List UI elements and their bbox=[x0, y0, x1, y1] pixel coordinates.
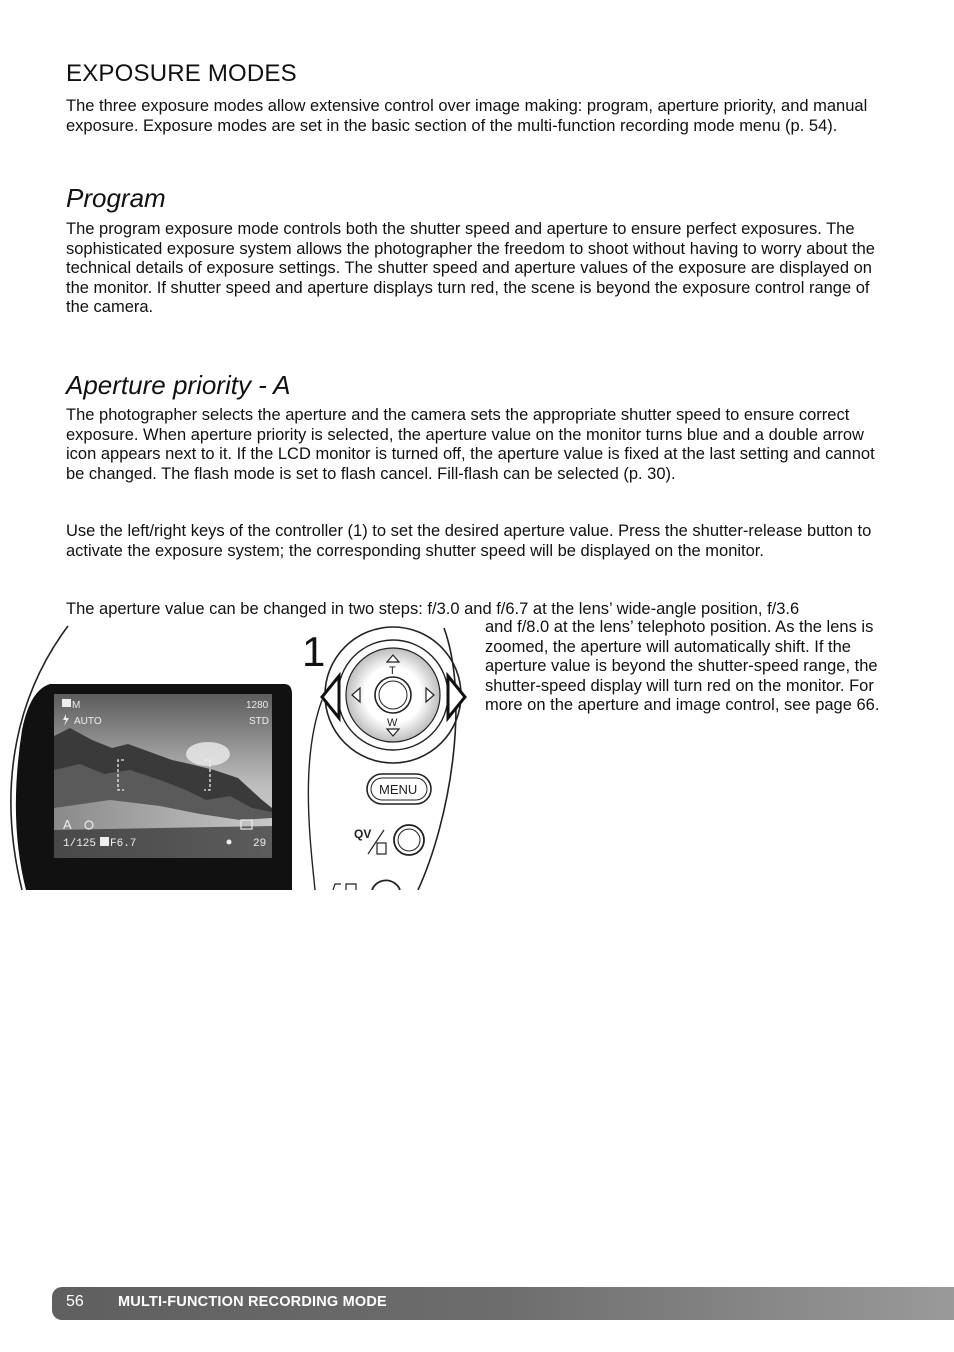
lcd-quality: STD bbox=[249, 716, 269, 727]
display-icon-partial bbox=[333, 884, 356, 890]
zoom-wide-label: W bbox=[387, 717, 398, 729]
program-heading: Program bbox=[66, 183, 166, 213]
camera-back-illustration bbox=[0, 618, 480, 890]
aperture-paragraph-1: The photographer selects the aperture and the camera sets the appropriate shutter speed to ensure correct exposure. When aperture priority is selected, the aperture value on the monitor turns blue and a double arrow icon appears next to it. If the LCD monitor is turned off, the aperture value is fixed at the last setting and cannot be changed. The flash mode is set to flash cancel. Fill-flash can be selected (p. 30). bbox=[66, 406, 875, 483]
camera-mode-icon bbox=[62, 699, 71, 707]
intro-paragraph: The three exposure modes allow extensive control over image making: program, aperture priority, and manual exposure. Exposure modes are set in the basic section of the multi-function recording mode menu (p. 54). bbox=[66, 97, 868, 135]
lcd-aperture-value: F6.7 bbox=[110, 838, 137, 850]
aperture-paragraph-3-lead: The aperture value can be changed in two steps: f/3.0 and f/6.7 at the lens’ wide-angle position, f/3.6 bbox=[66, 600, 800, 618]
menu-button-label: MENU bbox=[379, 782, 418, 797]
footer-section-title: MULTI-FUNCTION RECORDING MODE bbox=[118, 1294, 387, 1310]
left-key-highlight-icon bbox=[322, 676, 339, 718]
lcd-frame-counter: 29 bbox=[253, 838, 267, 850]
zoom-tele-label: T bbox=[389, 665, 396, 677]
display-button-partial bbox=[372, 880, 400, 890]
focus-signal-icon bbox=[227, 840, 232, 845]
page-number: 56 bbox=[66, 1293, 84, 1310]
callout-number: 1 bbox=[302, 628, 326, 675]
aperture-heading: Aperture priority - A bbox=[66, 370, 291, 400]
controller-center-button bbox=[375, 677, 411, 713]
lcd-shutter-speed: 1/125 bbox=[63, 838, 97, 850]
section-heading: EXPOSURE MODES bbox=[66, 60, 297, 87]
trash-icon bbox=[377, 843, 386, 854]
lcd-flash-mode: AUTO bbox=[74, 716, 102, 727]
svg-text:M: M bbox=[72, 700, 81, 711]
double-arrow-icon bbox=[100, 837, 109, 846]
aperture-paragraph-3-continued: and f/8.0 at the lens’ telephoto position. As the lens is zoomed, the aperture will automatically shift. If the aperture value is beyond the shutter-speed range, the shutter-speed display will turn red on the monitor. For more on the aperture and image control, see page 66. bbox=[485, 618, 880, 714]
program-paragraph: The program exposure mode controls both the shutter speed and aperture to ensure perfect exposures. The sophisticated exposure system allows the photographer the freedom to shoot without having to worry about the technical details of exposure settings. The shutter speed and aperture values of the exposure are displayed on the monitor. If shutter speed and aperture displays turn red, the scene is beyond the exposure control range of the camera. bbox=[66, 220, 875, 316]
qv-label: QV bbox=[354, 827, 372, 841]
aperture-paragraph-2: Use the left/right keys of the controller (1) to set the desired aperture value. Press the shutter-release button to activate the exposure system; the corresponding shutter speed will be displayed on the monitor. bbox=[66, 522, 872, 560]
lcd-exposure-mode: A bbox=[63, 817, 72, 832]
lcd-resolution: 1280 bbox=[246, 700, 269, 711]
